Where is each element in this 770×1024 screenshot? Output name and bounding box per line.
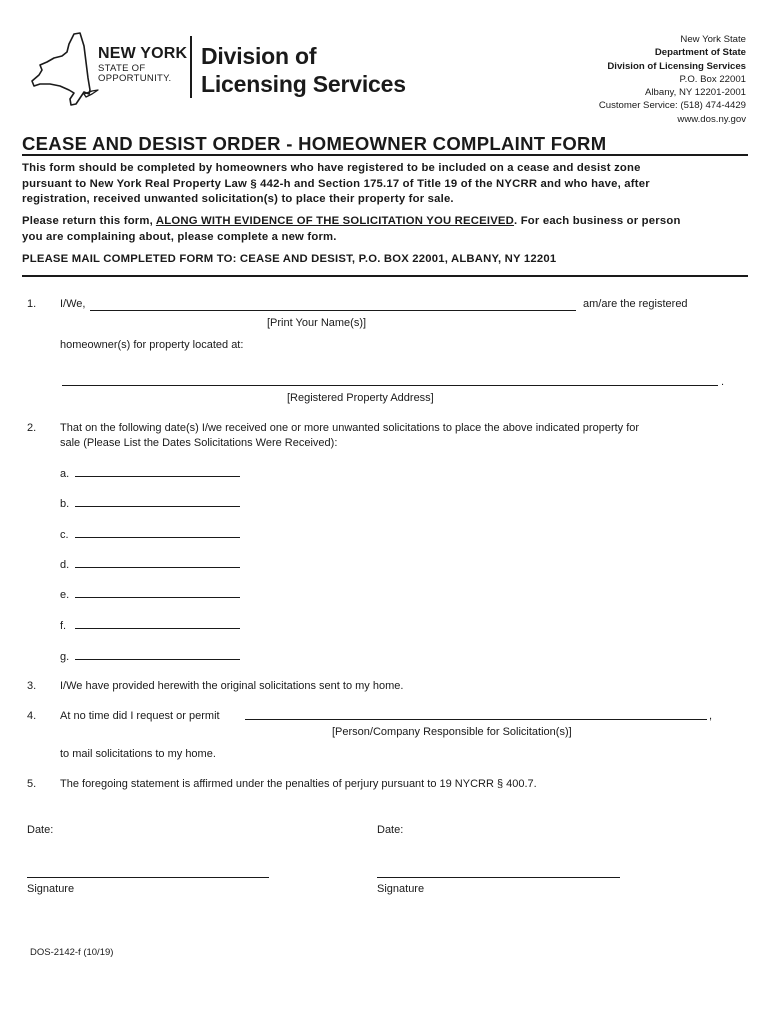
intro-paragraph-1 [22, 161, 748, 208]
left-date-label: Date: [27, 824, 54, 836]
date-input-line-b[interactable] [75, 506, 240, 507]
right-signature-label: Signature [377, 883, 425, 895]
date-label-e: e. [60, 589, 70, 601]
address-phone: Customer Service: (518) 474-4429 [598, 100, 746, 112]
address-city: Albany, NY 12201-2001 [645, 87, 746, 99]
section-rule [22, 275, 748, 277]
item-1-period: . [721, 376, 725, 388]
intro-p2-line1 [22, 214, 748, 230]
agency-address [599, 33, 746, 126]
logo-new-york: NEW YORK [98, 45, 188, 62]
address-po-box: P.O. Box 22001 [679, 73, 746, 85]
item-1-suffix: am/are the registered [583, 298, 688, 310]
item-4-comma: , [709, 710, 713, 722]
date-input-line-d[interactable] [75, 567, 240, 568]
date-label-d: d. [60, 559, 70, 571]
title-rule [22, 154, 748, 156]
item-5-number: 5. [27, 778, 37, 790]
item-1-line2: homeowner(s) for property located at: [60, 339, 244, 351]
new-york-state-map-icon [30, 32, 100, 107]
date-label-f: f. [60, 620, 67, 632]
logo-opportunity: OPPORTUNITY. [98, 73, 172, 84]
right-signature-line[interactable] [377, 877, 620, 878]
address-website: www.dos.ny.gov [677, 113, 746, 125]
item-4-prefix: At no time did I request or permit [60, 710, 220, 722]
form-number: DOS-2142-f (10/19) [30, 947, 114, 958]
name-input-line[interactable] [90, 310, 576, 311]
item-1-prefix: I/We, [60, 298, 86, 310]
item-4-number: 4. [27, 710, 37, 722]
date-input-line-f[interactable] [75, 628, 240, 629]
item-2-line1: That on the following date(s) I/we received one or more unwanted solicitations to place the above indicated property for [60, 422, 640, 434]
intro-p1-line2: pursuant to New York Real Property Law § 442-h and Section 175.17 of Title 19 of the NYCRR and who have, after [22, 177, 650, 190]
date-input-line-e[interactable] [75, 597, 240, 598]
left-signature-line[interactable] [27, 877, 269, 878]
division-line2: Licensing Services [201, 71, 406, 97]
item-2-line2: sale (Please List the Dates Solicitations Were Received): [60, 437, 338, 449]
logo-state-of: STATE OF [98, 63, 146, 74]
date-label-a: a. [60, 468, 70, 480]
intro-paragraph-2 [22, 214, 748, 245]
date-label-g: g. [60, 651, 70, 663]
division-name [201, 42, 406, 98]
intro-p2-line2: you are complaining about, please complete a new form. [22, 230, 337, 243]
division-line1: Division of [201, 43, 317, 69]
form-title: CEASE AND DESIST ORDER - HOMEOWNER COMPLAINT FORM [22, 133, 607, 154]
item-1-number: 1. [27, 298, 37, 310]
item-3-number: 3. [27, 680, 37, 692]
date-input-line-a[interactable] [75, 476, 240, 477]
property-address-input-line[interactable] [62, 385, 718, 386]
date-input-line-g[interactable] [75, 659, 240, 660]
logo-state-of-opportunity [98, 64, 171, 84]
mailing-instructions: PLEASE MAIL COMPLETED FORM TO: CEASE AND DESIST, P.O. BOX 22001, ALBANY, NY 12201 [22, 253, 557, 265]
name-caption: [Print Your Name(s)] [267, 317, 367, 329]
address-department: Department of State [654, 47, 746, 59]
item-3-text: I/We have provided herewith the original solicitations sent to my home. [60, 680, 404, 692]
item-5-text: The foregoing statement is affirmed under the penalties of perjury pursuant to 19 NYCRR § 400.7. [60, 778, 537, 790]
intro-p2-prefix: Please return this form, [22, 215, 156, 227]
date-label-b: b. [60, 498, 70, 510]
address-division: Division of Licensing Services [607, 60, 746, 72]
address-state: New York State [680, 34, 746, 45]
date-label-c: c. [60, 529, 69, 541]
item-2-number: 2. [27, 422, 37, 434]
responsible-party-caption: [Person/Company Responsible for Solicitation(s)] [332, 726, 572, 738]
intro-p1-line3: registration, received unwanted solicitation(s) to place their property for sale. [22, 193, 454, 205]
intro-p2-suffix: . For each business or person [514, 215, 681, 227]
logo-divider [190, 36, 192, 98]
left-signature-label: Signature [27, 883, 75, 895]
address-caption: [Registered Property Address] [287, 392, 434, 404]
date-input-line-c[interactable] [75, 537, 240, 538]
right-date-label: Date: [377, 824, 404, 836]
intro-p1-line1: This form should be completed by homeowners who have registered to be included on a cease and desist zone [22, 162, 641, 174]
intro-p2-underlined: ALONG WITH EVIDENCE OF THE SOLICITATION YOU RECEIVED [155, 215, 515, 227]
responsible-party-input-line[interactable] [245, 719, 707, 720]
item-4-line2: to mail solicitations to my home. [60, 748, 216, 760]
